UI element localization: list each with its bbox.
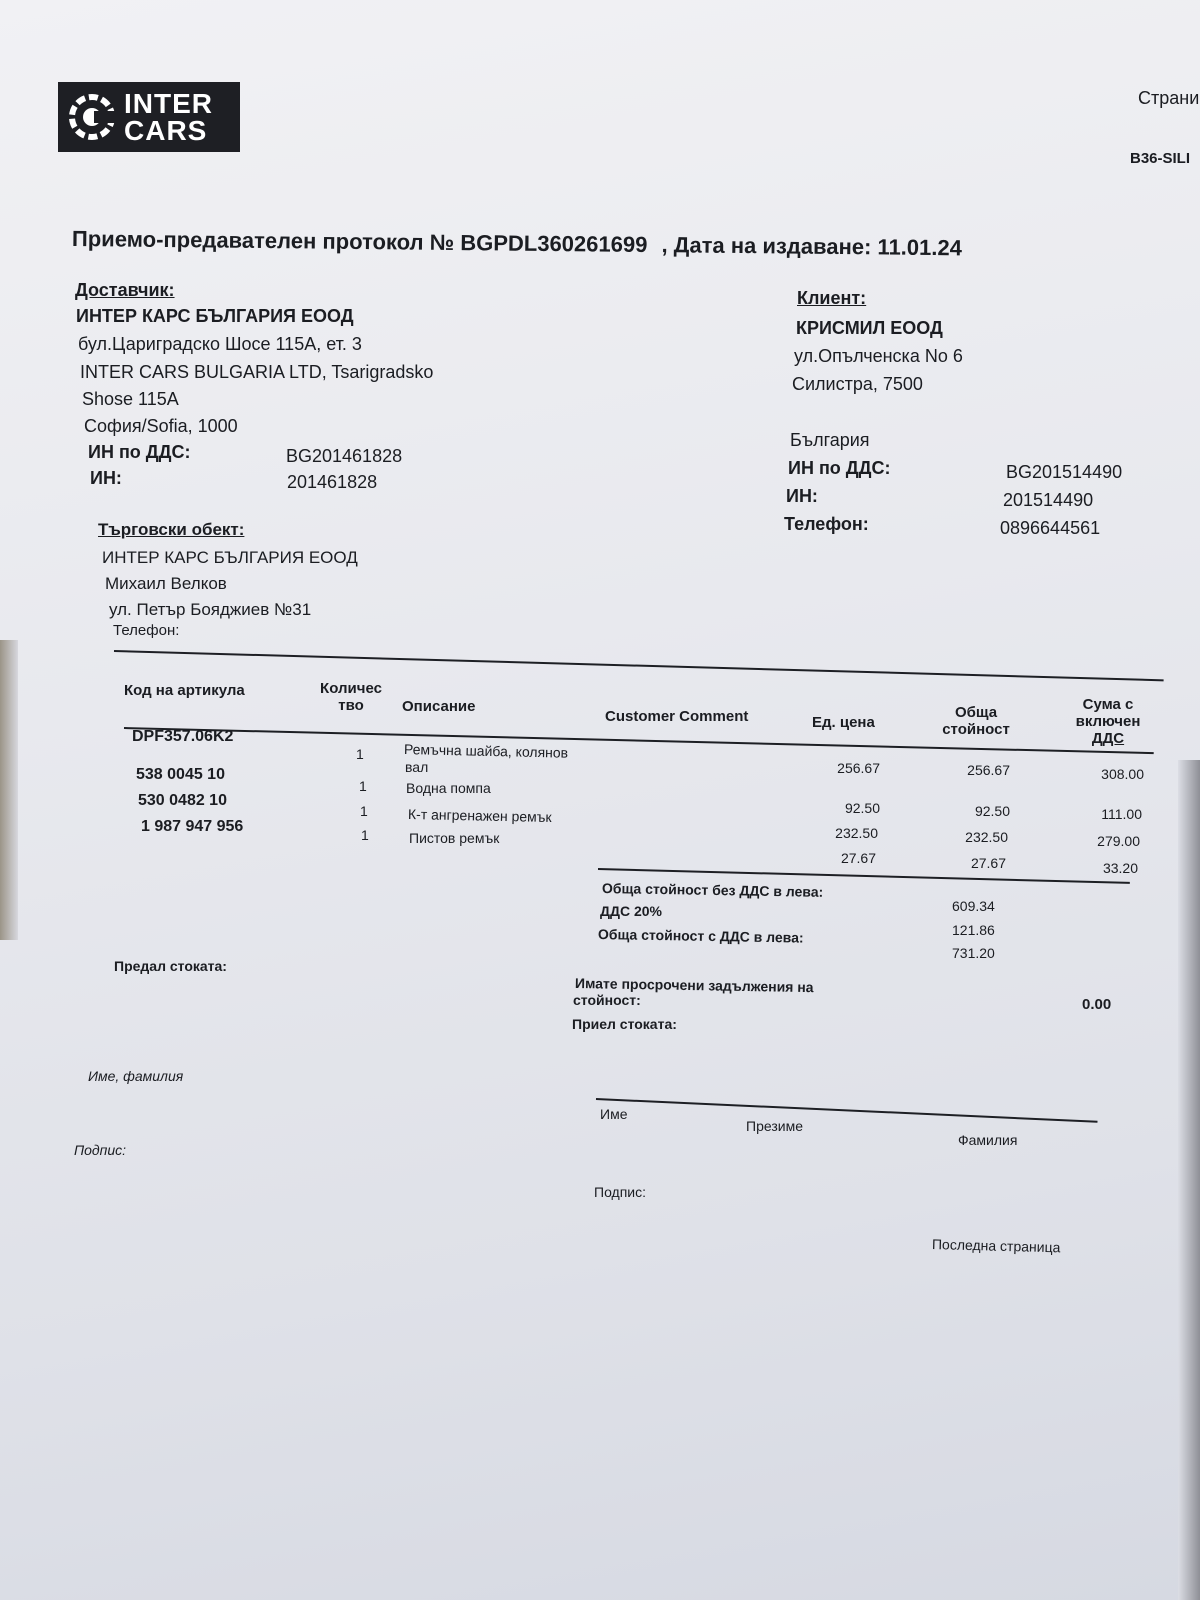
row-1-unit-price: 256.67 — [837, 760, 880, 776]
row-3-description: К-т ангренажен ремък — [407, 806, 552, 826]
header-total-line1: Обща — [954, 704, 998, 721]
row-2-description: Водна помпа — [406, 780, 491, 796]
receiver-name-rule — [596, 1098, 1098, 1123]
supplier-id-label: ИН: — [90, 468, 122, 488]
row-2-qty: 1 — [359, 778, 367, 794]
supplier-address-4: София/Sofia, 1000 — [84, 416, 238, 436]
row-4-description: Пистов ремък — [409, 830, 500, 846]
page-code: B36-SILI — [1130, 150, 1191, 167]
row-4-vat-sum: 33.20 — [1102, 860, 1138, 876]
header-vat-sum-line2: включен — [1075, 713, 1141, 730]
supplier-address-1: бул.Цариградско Шосе 115А, ет. 3 — [78, 334, 362, 354]
received-label: Приел стоката: — [572, 1016, 677, 1032]
row-2-total: 92.50 — [974, 803, 1010, 819]
signature-right-label: Подпис: — [594, 1184, 647, 1200]
row-4-code: 1 987 947 956 — [141, 818, 244, 835]
row-2-vat-sum: 111.00 — [1101, 806, 1142, 822]
logo-text-line2: CARS — [124, 115, 208, 146]
supplier-name: ИНТЕР КАРС БЪЛГАРИЯ ЕООД — [76, 306, 354, 326]
store-name: ИНТЕР КАРС БЪЛГАРИЯ ЕООД — [102, 548, 358, 567]
row-3-code: 530 0482 10 — [138, 792, 227, 809]
name-surname-label: Име, фамилия — [88, 1068, 184, 1084]
row-2-code: 538 0045 10 — [136, 766, 225, 783]
client-name: КРИСМИЛ ЕООД — [796, 318, 943, 338]
header-total — [926, 704, 1026, 738]
first-name-label: Име — [600, 1106, 628, 1122]
header-article-code: Код на артикула — [124, 682, 245, 699]
middle-name-label: Презиме — [746, 1118, 803, 1134]
document-date: , Дата на издаване: 11.01.24 — [661, 232, 963, 261]
header-customer-comment: Customer Comment — [605, 708, 749, 725]
client-id-label: ИН: — [786, 486, 818, 506]
row-3-total: 232.50 — [965, 829, 1008, 845]
summary-gross: 731.20 — [952, 945, 995, 961]
row-1-description-cont: вал — [405, 759, 429, 775]
row-1-vat-sum: 308.00 — [1101, 766, 1144, 782]
row-4-qty: 1 — [361, 827, 369, 843]
summary-vat-label: ДДС 20% — [600, 903, 662, 919]
overdue-label-line1: Имате просрочени задължения на — [574, 975, 814, 996]
supplier-address-3: Shose 115A — [82, 389, 179, 409]
handed-over-label: Предал стоката: — [114, 958, 227, 974]
document-title-line — [72, 226, 962, 261]
header-vat-sum-line3: ДДС — [1091, 730, 1125, 747]
paper-fold-shadow-right — [1178, 760, 1200, 1600]
store-address: ул. Петър Бояджиев №31 — [109, 600, 312, 619]
logo-text-line1: INTER — [124, 88, 213, 119]
client-id: 201514490 — [1003, 490, 1094, 510]
page-label: Страни — [1138, 88, 1200, 108]
paper-fold-shadow-left — [0, 640, 18, 940]
last-name-label: Фамилия — [958, 1132, 1018, 1148]
row-4-unit-price: 27.67 — [840, 850, 876, 866]
client-phone: 0896644561 — [1000, 518, 1101, 538]
supplier-vat: BG201461828 — [286, 446, 403, 466]
row-2-unit-price: 92.50 — [844, 800, 880, 816]
supplier-label: Доставчик: — [75, 280, 175, 300]
overdue-label-line2: стойност: — [573, 992, 641, 1008]
intercars-logo — [58, 82, 240, 152]
signature-left-label: Подпис: — [74, 1142, 127, 1158]
row-1-total: 256.67 — [967, 762, 1010, 778]
summary-gross-label: Обща стойност с ДДС в лева: — [597, 926, 804, 946]
client-address-1: ул.Опълченска No 6 — [794, 346, 963, 366]
client-phone-label: Телефон: — [784, 514, 869, 534]
client-country: България — [790, 430, 870, 450]
store-phone-label: Телефон: — [113, 622, 180, 639]
header-quantity — [312, 680, 390, 714]
header-quantity-line2: тво — [338, 697, 364, 714]
last-page-label: Последна страница — [931, 1236, 1061, 1256]
header-vat-sum — [1058, 696, 1158, 747]
table-top-rule — [114, 650, 1164, 681]
summary-vat: 121.86 — [952, 922, 995, 938]
row-1-qty: 1 — [356, 746, 364, 762]
header-description: Описание — [402, 698, 476, 715]
row-4-total: 27.67 — [970, 855, 1006, 871]
summary-net: 609.34 — [952, 898, 995, 914]
supplier-vat-label: ИН по ДДС: — [88, 442, 191, 462]
row-1-code: DPF357.06K2 — [132, 728, 234, 745]
client-label: Клиент: — [797, 288, 867, 308]
store-label: Търговски обект: — [98, 520, 245, 539]
header-unit-price: Ед. цена — [812, 714, 875, 731]
client-vat: BG201514490 — [1006, 462, 1123, 482]
overdue-value: 0.00 — [1082, 996, 1112, 1013]
supplier-address-2: INTER CARS BULGARIA LTD, Tsarigradsko — [80, 362, 434, 382]
header-quantity-line1: Количес — [320, 680, 382, 697]
row-3-unit-price: 232.50 — [835, 825, 878, 841]
client-vat-label: ИН по ДДС: — [788, 458, 891, 478]
summary-net-label: Обща стойност без ДДС в лева: — [601, 880, 824, 900]
logo-gear-icon — [64, 89, 120, 145]
header-vat-sum-line1: Сума с — [1082, 696, 1134, 713]
row-1-description: Ремъчна шайба, колянов — [403, 741, 569, 761]
supplier-id: 201461828 — [287, 472, 378, 492]
row-3-qty: 1 — [360, 803, 368, 819]
header-total-line2: стойност — [942, 721, 1010, 738]
client-address-2: Силистра, 7500 — [792, 374, 923, 394]
document-title: Приемо-предавателен протокол № BGPDL360261699 — [71, 226, 648, 258]
store-person: Михаил Велков — [105, 574, 227, 593]
row-3-vat-sum: 279.00 — [1097, 833, 1140, 849]
